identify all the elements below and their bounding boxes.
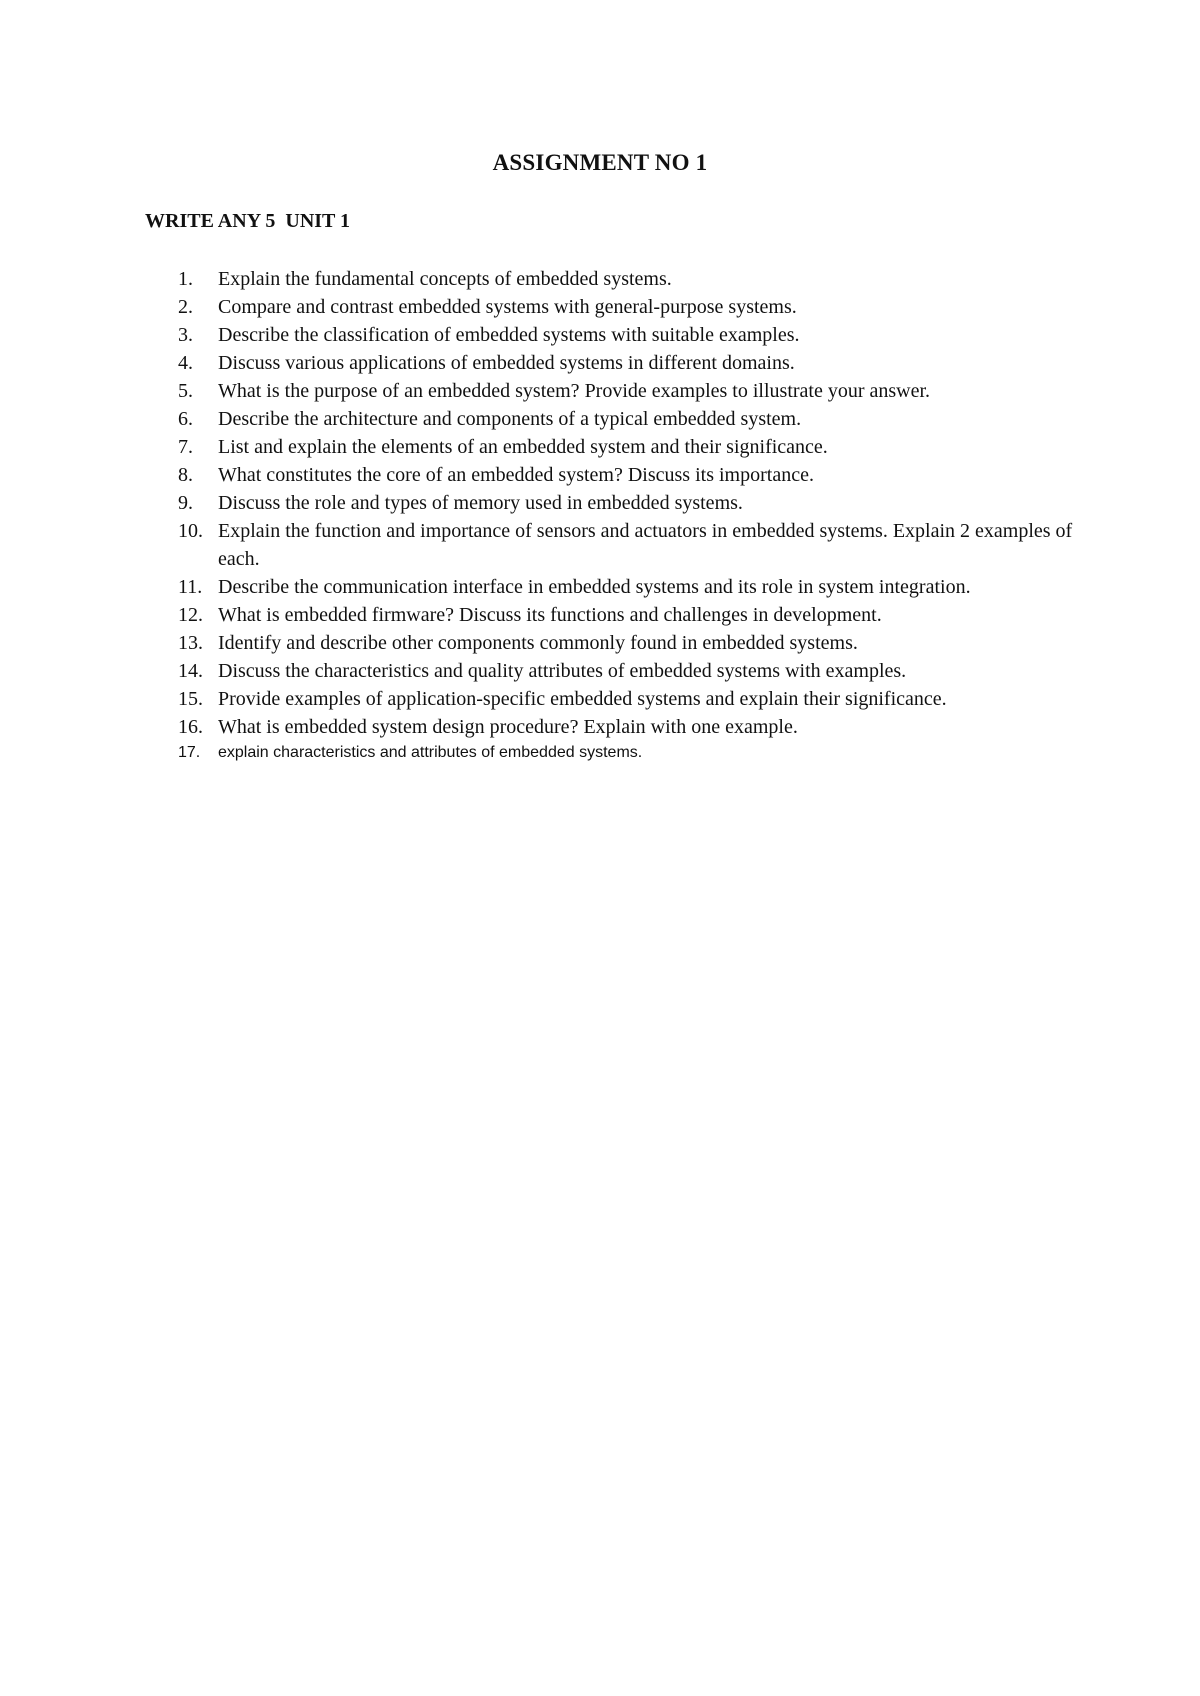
question-item bbox=[178, 741, 1078, 765]
question-number: 15. bbox=[178, 688, 203, 710]
question-text: What is embedded firmware? Discuss its functions and challenges in development. bbox=[218, 604, 882, 626]
question-list bbox=[178, 265, 1078, 765]
question-text: List and explain the elements of an embedded system and their significance. bbox=[218, 436, 828, 458]
section-subtitle: WRITE ANY 5 UNIT 1 bbox=[145, 210, 351, 232]
question-item bbox=[178, 713, 1078, 741]
question-item bbox=[178, 489, 1078, 517]
question-number: 16. bbox=[178, 716, 203, 738]
question-number: 8. bbox=[178, 464, 193, 486]
question-text: What constitutes the core of an embedded system? Discuss its importance. bbox=[218, 464, 814, 486]
question-item bbox=[178, 657, 1078, 685]
question-number: 3. bbox=[178, 324, 193, 346]
question-number: 11. bbox=[178, 576, 203, 598]
question-text: Discuss various applications of embedded systems in different domains. bbox=[218, 352, 795, 374]
question-item bbox=[178, 629, 1078, 657]
question-text: Discuss the characteristics and quality attributes of embedded systems with examples. bbox=[218, 660, 907, 682]
question-number: 12. bbox=[178, 604, 203, 626]
question-item bbox=[178, 601, 1078, 629]
question-number: 1. bbox=[178, 268, 193, 290]
question-item bbox=[178, 573, 1078, 601]
question-text: Discuss the role and types of memory used in embedded systems. bbox=[218, 492, 743, 514]
question-number: 4. bbox=[178, 352, 193, 374]
page-title: ASSIGNMENT NO 1 bbox=[492, 150, 708, 175]
question-text: What is embedded system design procedure? Explain with one example. bbox=[218, 716, 798, 738]
question-text: Provide examples of application-specific embedded systems and explain their significance. bbox=[218, 688, 947, 710]
question-number: 7. bbox=[178, 436, 193, 458]
question-item bbox=[178, 349, 1078, 377]
question-number: 5. bbox=[178, 380, 193, 402]
question-item bbox=[178, 517, 1078, 573]
question-text: Explain the function and importance of sensors and actuators in embedded systems. Explain 2 examples of each. bbox=[218, 520, 1073, 570]
question-item bbox=[178, 433, 1078, 461]
question-item bbox=[178, 265, 1078, 293]
question-text: Describe the architecture and components of a typical embedded system. bbox=[218, 408, 802, 430]
question-text: explain characteristics and attributes of embedded systems. bbox=[218, 744, 643, 761]
question-text: Explain the fundamental concepts of embedded systems. bbox=[218, 268, 672, 290]
question-number: 10. bbox=[178, 520, 203, 542]
question-item bbox=[178, 293, 1078, 321]
question-item bbox=[178, 321, 1078, 349]
question-item bbox=[178, 405, 1078, 433]
question-number: 2. bbox=[178, 296, 193, 318]
question-text: Describe the classification of embedded systems with suitable examples. bbox=[218, 324, 800, 346]
question-item bbox=[178, 461, 1078, 489]
question-item bbox=[178, 377, 1078, 405]
question-text: Compare and contrast embedded systems with general-purpose systems. bbox=[218, 296, 797, 318]
question-number: 9. bbox=[178, 492, 193, 514]
question-number: 17. bbox=[178, 744, 201, 761]
question-text: Identify and describe other components commonly found in embedded systems. bbox=[218, 632, 858, 654]
question-text: What is the purpose of an embedded system? Provide examples to illustrate your answer. bbox=[218, 380, 931, 402]
question-number: 6. bbox=[178, 408, 193, 430]
question-number: 13. bbox=[178, 632, 203, 654]
question-number: 14. bbox=[178, 660, 203, 682]
question-item bbox=[178, 685, 1078, 713]
question-text: Describe the communication interface in embedded systems and its role in system integration. bbox=[218, 576, 971, 598]
